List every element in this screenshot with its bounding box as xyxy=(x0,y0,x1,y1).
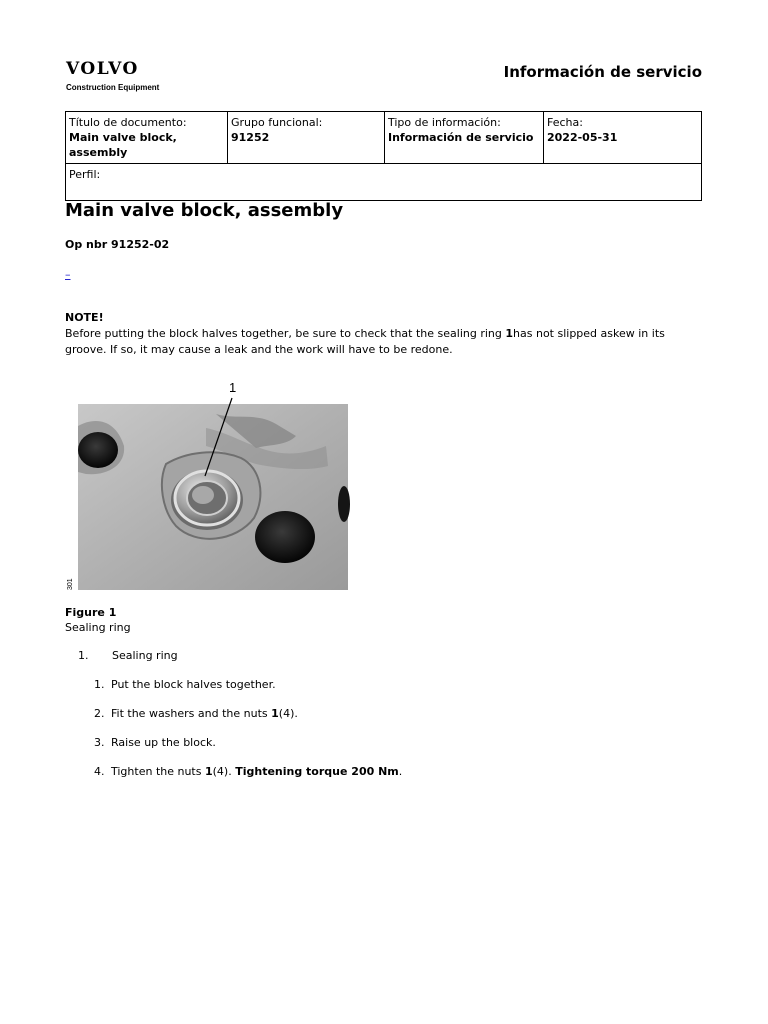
bolt-hole-right xyxy=(255,511,315,563)
operation-number: Op nbr 91252-02 xyxy=(65,238,170,251)
figure-number: Figure 1 xyxy=(65,606,117,619)
step-item xyxy=(94,736,402,765)
note-text-before: Before putting the block halves together, be sure to check that the sealing ring xyxy=(65,327,506,340)
date-value: 2022-05-31 xyxy=(547,131,618,144)
step-number: 3. xyxy=(94,736,105,749)
note-text xyxy=(65,326,705,357)
doc-title-cell xyxy=(66,112,228,164)
step-number: 1. xyxy=(94,678,105,691)
step-text: Fit the washers and the nuts xyxy=(111,707,272,720)
volvo-logo xyxy=(66,60,159,92)
step-item xyxy=(94,678,402,707)
note-text-after: has not slipped askew in its groove. If so, it may cause a leak and the work will have to be redone. xyxy=(65,327,665,356)
date-cell xyxy=(544,112,702,164)
figure-caption-text: Sealing ring xyxy=(65,621,131,634)
figure-1-image xyxy=(66,376,350,592)
procedure-steps xyxy=(94,678,402,794)
function-group-label: Grupo funcional: xyxy=(231,116,323,129)
step-number: 2. xyxy=(94,707,105,720)
note-heading: NOTE! xyxy=(65,311,104,324)
legend-text: Sealing ring xyxy=(112,649,178,662)
info-type-value: Información de servicio xyxy=(388,131,534,144)
document-info-table xyxy=(65,111,702,201)
reference-link[interactable]: – xyxy=(65,268,71,281)
step-tail: (4). xyxy=(278,707,298,720)
page-title: Main valve block, assembly xyxy=(65,200,344,221)
step-text: Raise up the block. xyxy=(111,736,216,749)
callout-number: 1 xyxy=(229,380,237,395)
ring-center xyxy=(192,486,214,504)
header-title: Información de servicio xyxy=(503,63,702,81)
step-number: 4. xyxy=(94,765,105,778)
logo-subtitle: Construction Equipment xyxy=(66,83,160,92)
step-tail-end: . xyxy=(398,765,403,778)
step-item xyxy=(94,707,402,736)
step-tail: (4). xyxy=(212,765,236,778)
bolt-hole-left xyxy=(78,432,118,468)
doc-title-label: Título de documento: xyxy=(69,116,187,129)
figure-legend xyxy=(78,649,178,662)
function-group-cell xyxy=(228,112,385,164)
legend-number: 1. xyxy=(78,649,89,662)
profile-cell xyxy=(66,164,702,201)
profile-label: Perfil: xyxy=(69,168,101,181)
logo-wordmark: VOLVO xyxy=(66,59,139,79)
info-type-label: Tipo de información: xyxy=(388,116,501,129)
step-bold-ref: 1 xyxy=(271,707,279,720)
doc-title-value: Main valve block, assembly xyxy=(69,131,177,159)
torque-value: Tightening torque 200 Nm xyxy=(235,765,399,778)
date-label: Fecha: xyxy=(547,116,583,129)
info-type-cell xyxy=(385,112,544,164)
figure-code: 301 xyxy=(67,578,74,590)
step-text: Put the block halves together. xyxy=(111,678,276,691)
step-bold-ref: 1 xyxy=(204,765,213,778)
figure-caption xyxy=(65,605,131,635)
step-text: Tighten the nuts xyxy=(111,765,205,778)
sealing-ring-photo xyxy=(66,376,350,592)
bolt-hole-edge xyxy=(338,486,350,522)
function-group-value: 91252 xyxy=(231,131,270,144)
note-ring-number: 1 xyxy=(505,327,514,340)
step-item xyxy=(94,765,402,794)
